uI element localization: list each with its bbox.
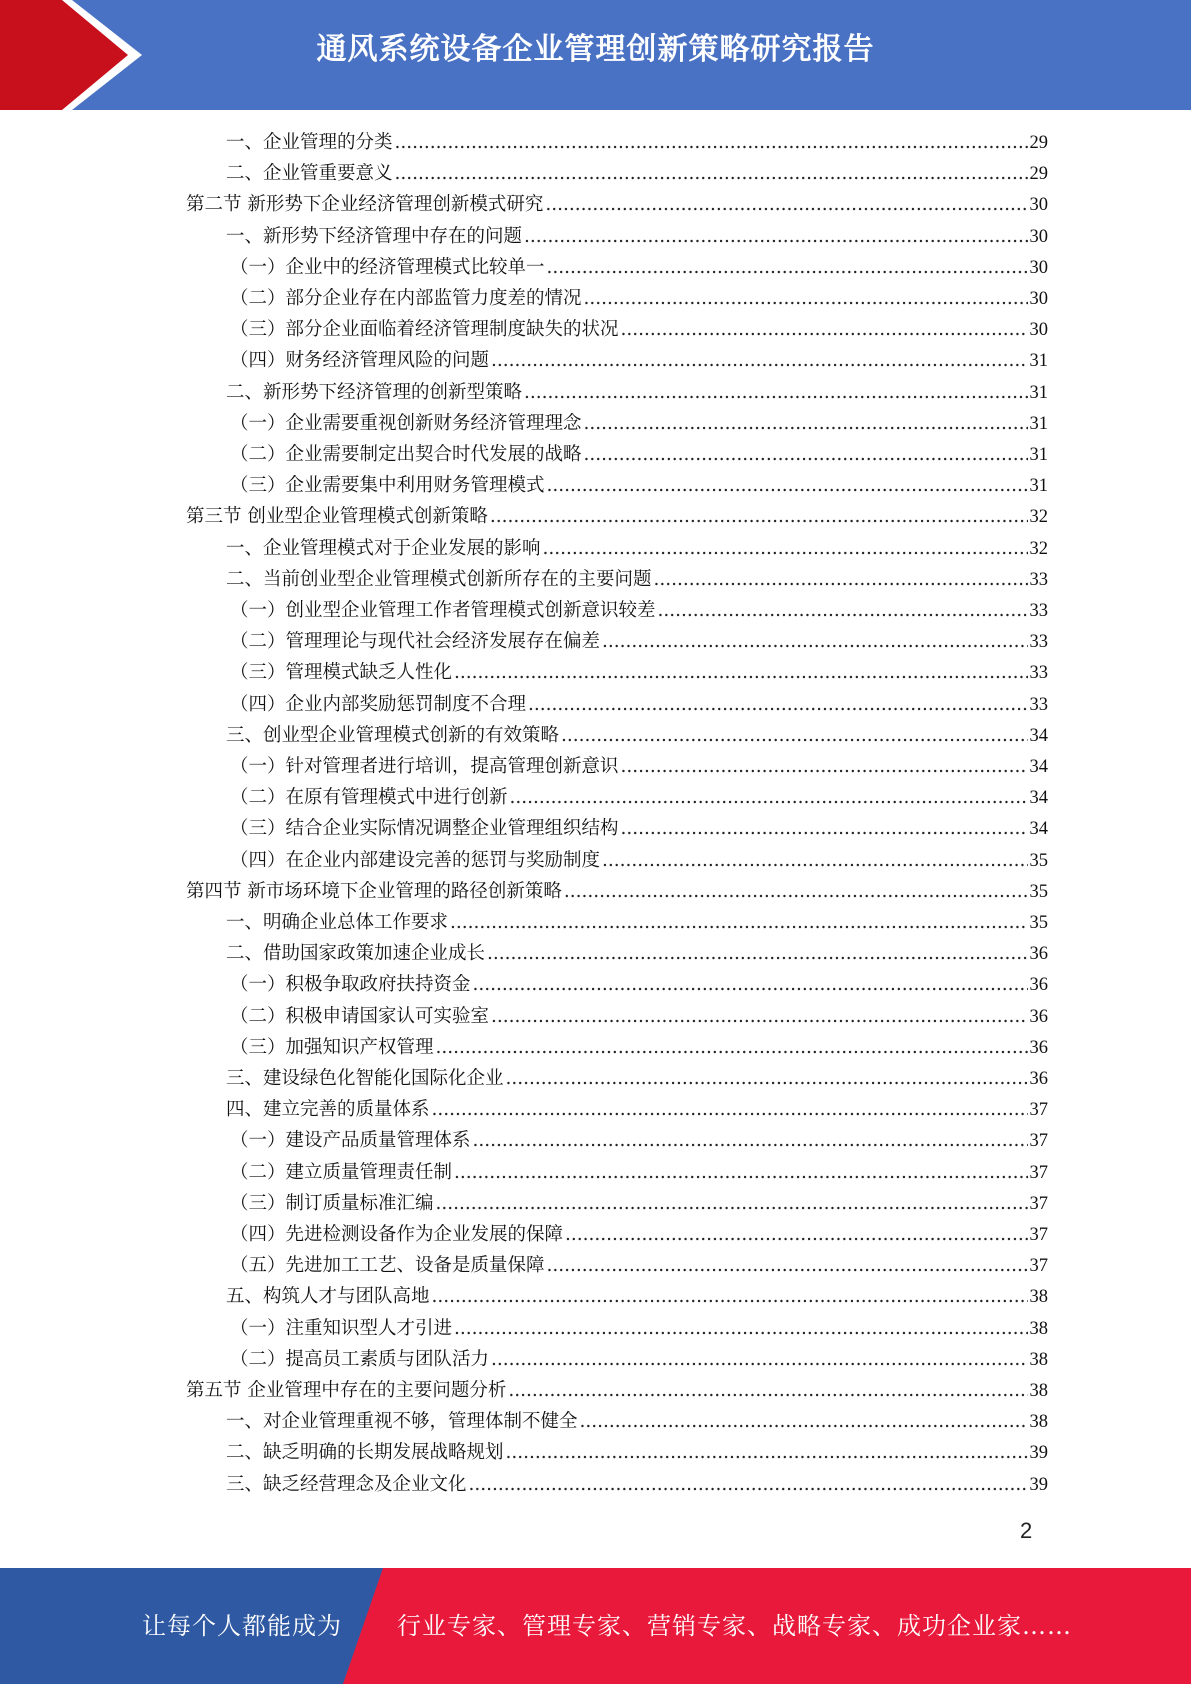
toc-entry[interactable] [230,751,1048,782]
toc-entry-title: 二、缺乏明确的长期发展战略规划 [226,1442,504,1464]
toc-leader-dots [524,221,1027,252]
toc-entry[interactable] [230,1313,1048,1344]
toc-entry[interactable] [230,782,1048,813]
toc-leader-dots [469,1469,1028,1500]
toc-entry[interactable] [230,1188,1048,1219]
toc-entry[interactable] [230,1001,1048,1032]
toc-leader-dots [543,533,1028,564]
toc-leader-dots [395,158,1028,189]
toc-entry[interactable] [230,1125,1048,1156]
toc-entry[interactable] [226,377,1048,408]
toc-entry[interactable] [230,1250,1048,1281]
toc-entry-page: 30 [1029,226,1048,247]
toc-entry-page: 31 [1029,382,1048,403]
toc-leader-dots [491,345,1027,376]
toc-entry[interactable] [226,1094,1048,1125]
toc-entry-title: （二）建立质量管理责任制 [230,1161,453,1183]
toc-entry-title: 三、创业型企业管理模式创新的有效策略 [226,724,560,746]
toc-entry-page: 29 [1029,164,1048,185]
toc-entry-page: 38 [1029,1381,1048,1401]
toc-entry[interactable] [186,501,1048,532]
toc-entry[interactable] [226,1469,1048,1500]
toc-entry-page: 32 [1029,538,1048,559]
toc-entry-page: 39 [1029,1474,1048,1495]
toc-entry-title: 三、建设绿色化智能化国际化企业 [226,1068,504,1089]
toc-leader-dots [491,1001,1027,1032]
toc-leader-dots [395,127,1028,158]
toc-leader-dots [510,782,1028,813]
toc-leader-dots [580,1406,1028,1437]
toc-entry[interactable] [230,657,1048,688]
toc-entry-page: 36 [1029,1006,1048,1027]
toc-entry[interactable] [186,1375,1048,1406]
toc-entry-title: 四、建立完善的质量体系 [226,1099,430,1121]
toc-entry-title: （二）部分企业存在内部监管力度差的情况 [230,288,582,309]
toc-leader-dots [436,1188,1028,1219]
toc-entry[interactable] [230,1157,1048,1188]
toc-entry-page: 36 [1029,1069,1048,1089]
toc-leader-dots [545,189,1027,220]
toc-entry[interactable] [230,314,1048,345]
toc-entry-title: （四）先进检测设备作为企业发展的保障 [230,1224,564,1245]
toc-entry[interactable] [230,626,1048,657]
toc-entry-title: 一、新形势下经济管理中存在的问题 [226,225,523,247]
toc-entry-page: 30 [1029,195,1048,216]
toc-entry-page: 37 [1029,1131,1048,1152]
toc-entry[interactable] [230,845,1048,876]
toc-entry-title: 一、企业管理的分类 [226,132,393,153]
toc-entry-page: 37 [1029,1100,1048,1121]
toc-entry-page: 30 [1029,320,1048,341]
toc-entry-title: （三）结合企业实际情况调整企业管理组织结构 [230,818,619,840]
toc-entry[interactable] [226,720,1048,751]
report-title: 通风系统设备企业管理创新策略研究报告 [316,32,875,67]
toc-entry-page: 33 [1029,694,1048,715]
toc-entry-title: （一）积极争取政府扶持资金 [230,974,471,996]
toc-entry-page: 37 [1029,1162,1048,1183]
toc-entry[interactable] [226,221,1048,252]
toc-entry-title: （三）部分企业面临着经济管理制度缺失的状况 [230,319,619,341]
toc-leader-dots [584,439,1028,470]
toc-entry-title: （一）针对管理者进行培训，提高管理创新意识 [230,756,619,777]
toc-leader-dots [450,907,1027,938]
toc-entry-page: 34 [1029,757,1048,777]
toc-entry-page: 35 [1029,913,1048,933]
toc-leader-dots [654,564,1028,595]
footer-slogan-right: 行业专家、管理专家、营销专家、战略专家、成功企业家…… [397,1612,1072,1640]
toc-entry-title: （三）制订质量标准汇编 [230,1192,434,1214]
toc-entry-title: （四）财务经济管理风险的问题 [230,350,490,372]
toc-entry[interactable] [226,564,1048,595]
toc-entry-page: 38 [1029,1349,1048,1370]
toc-entry-title: 第二节 新形势下企业经济管理创新模式研究 [186,194,544,216]
toc-leader-dots [436,1032,1028,1063]
toc-entry[interactable] [230,470,1048,501]
toc-entry[interactable] [230,1344,1048,1375]
toc-entry-page: 35 [1029,881,1048,902]
toc-entry[interactable] [230,252,1048,283]
toc-entry-title: 第五节 企业管理中存在的主要问题分析 [186,1380,507,1401]
toc-entry-title: （二）积极申请国家认可实验室 [230,1005,490,1027]
toc-leader-dots [454,1313,1027,1344]
toc-entry-title: （三）企业需要集中利用财务管理模式 [230,475,545,497]
toc-leader-dots [454,657,1027,688]
toc-leader-dots [490,501,1028,532]
toc-entry[interactable] [230,439,1048,470]
toc-entry-page: 34 [1029,725,1048,746]
toc-entry-title: （二）企业需要制定出契合时代发展的战略 [230,444,582,465]
toc-entry-page: 37 [1029,1225,1048,1245]
toc-leader-dots [524,377,1027,408]
toc-entry[interactable] [186,876,1048,907]
toc-entry-title: 二、借助国家政策加速企业成长 [226,943,486,965]
toc-leader-dots [506,1063,1028,1094]
toc-entry-title: （一）创业型企业管理工作者管理模式创新意识较差 [230,600,656,621]
toc-entry-page: 35 [1029,850,1048,871]
toc-entry-title: （五）先进加工工艺、设备是质量保障 [230,1255,545,1277]
toc-entry-title: 三、缺乏经营理念及企业文化 [226,1473,467,1495]
toc-leader-dots [506,1437,1028,1468]
toc-entry-page: 32 [1029,507,1048,528]
toc-entry-title: （二）在原有管理模式中进行创新 [230,787,508,809]
toc-entry-title: 一、对企业管理重视不够，管理体制不健全 [226,1411,578,1433]
toc-entry-page: 30 [1029,289,1048,309]
toc-entry-page: 29 [1029,133,1048,153]
toc-entry[interactable] [226,1063,1048,1094]
toc-entry-page: 36 [1029,944,1048,965]
toc-entry-title: 二、当前创业型企业管理模式创新所存在的主要问题 [226,568,652,590]
toc-entry-title: 第三节 创业型企业管理模式创新策略 [186,506,488,528]
toc-entry[interactable] [230,969,1048,1000]
page-header [0,0,1191,110]
toc-entry-title: 二、新形势下经济管理的创新型策略 [226,381,523,403]
toc-entry-title: （二）提高员工素质与团队活力 [230,1348,490,1370]
toc-leader-dots [547,1250,1028,1281]
toc-entry-page: 33 [1029,601,1048,621]
toc-leader-dots [658,595,1028,626]
toc-entry-title: （四）在企业内部建设完善的惩罚与奖励制度 [230,849,601,871]
toc-entry[interactable] [230,595,1048,626]
toc-entry[interactable] [226,1281,1048,1312]
toc-entry[interactable] [230,408,1048,439]
toc-entry-page: 38 [1029,1412,1048,1433]
toc-entry[interactable] [226,1437,1048,1468]
toc-leader-dots [491,1344,1027,1375]
toc-entry-title: （一）企业中的经济管理模式比较单一 [230,256,545,278]
toc-leader-dots [621,751,1028,782]
toc-entry-page: 33 [1029,663,1048,684]
toc-entry-page: 34 [1029,788,1048,809]
toc-leader-dots [602,626,1027,657]
toc-entry-page: 38 [1029,1318,1048,1339]
toc-entry-page: 39 [1029,1443,1048,1464]
toc-entry-page: 37 [1029,1193,1048,1214]
footer-slogan-left: 让每个人都能成为 [142,1612,342,1640]
toc-entry[interactable] [230,1219,1048,1250]
toc-entry-title: （四）企业内部奖励惩罚制度不合理 [230,693,527,715]
toc-entry[interactable] [226,533,1048,564]
toc-leader-dots [432,1281,1028,1312]
toc-leader-dots [473,1125,1028,1156]
toc-entry-page: 33 [1029,632,1048,653]
toc-leader-dots [602,845,1027,876]
toc-entry-title: 一、企业管理模式对于企业发展的影响 [226,537,541,559]
toc-entry-title: （一）建设产品质量管理体系 [230,1130,471,1152]
toc-entry-page: 37 [1029,1256,1048,1277]
toc-leader-dots [565,1219,1027,1250]
toc-entry-page: 33 [1029,569,1048,590]
toc-entry[interactable] [230,283,1048,314]
page-number: 2 [1020,1518,1033,1543]
toc-entry-page: 34 [1029,819,1048,840]
toc-leader-dots [621,314,1028,345]
toc-entry-page: 31 [1029,476,1048,497]
toc-entry[interactable] [186,189,1048,220]
toc-leader-dots [487,938,1027,969]
toc-entry[interactable] [230,689,1048,720]
toc-entry-title: （三）管理模式缺乏人性化 [230,662,453,684]
toc-entry[interactable] [226,158,1048,189]
toc-entry-title: 五、构筑人才与团队高地 [226,1286,430,1308]
page-footer [0,1568,1191,1684]
toc-entry[interactable] [230,813,1048,844]
toc-entry[interactable] [230,1032,1048,1063]
toc-entry[interactable] [230,345,1048,376]
toc-entry-page: 38 [1029,1287,1048,1308]
toc-leader-dots [547,470,1028,501]
toc-leader-dots [473,969,1028,1000]
toc-entry-title: 第四节 新市场环境下企业管理的路径创新策略 [186,880,562,902]
toc-entry-page: 31 [1029,445,1048,465]
toc-leader-dots [432,1094,1028,1125]
toc-entry-page: 36 [1029,975,1048,996]
toc-entry-page: 31 [1029,351,1048,372]
toc-entry-title: （一）注重知识型人才引进 [230,1317,453,1339]
toc-entry[interactable] [226,1406,1048,1437]
toc-entry-title: （三）加强知识产权管理 [230,1036,434,1058]
toc-entry[interactable] [226,907,1048,938]
toc-entry-page: 30 [1029,257,1048,278]
toc-leader-dots [547,252,1028,283]
toc-entry-title: 二、企业管重要意义 [226,163,393,185]
toc-entry-title: 一、明确企业总体工作要求 [226,912,449,933]
toc-leader-dots [561,720,1027,751]
toc-entry[interactable] [226,938,1048,969]
toc-entry-page: 31 [1029,413,1048,434]
toc-leader-dots [508,1375,1027,1406]
toc-entry-title: （一）企业需要重视创新财务经济管理理念 [230,412,582,434]
toc-leader-dots [584,283,1028,314]
toc-leader-dots [528,689,1027,720]
toc-leader-dots [564,876,1028,907]
toc-entry[interactable] [226,127,1048,158]
toc-leader-dots [454,1157,1027,1188]
toc-entry-page: 36 [1029,1037,1048,1058]
toc-leader-dots [584,408,1028,439]
toc-entry-title: （二）管理理论与现代社会经济发展存在偏差 [230,631,601,653]
toc-leader-dots [621,813,1028,844]
